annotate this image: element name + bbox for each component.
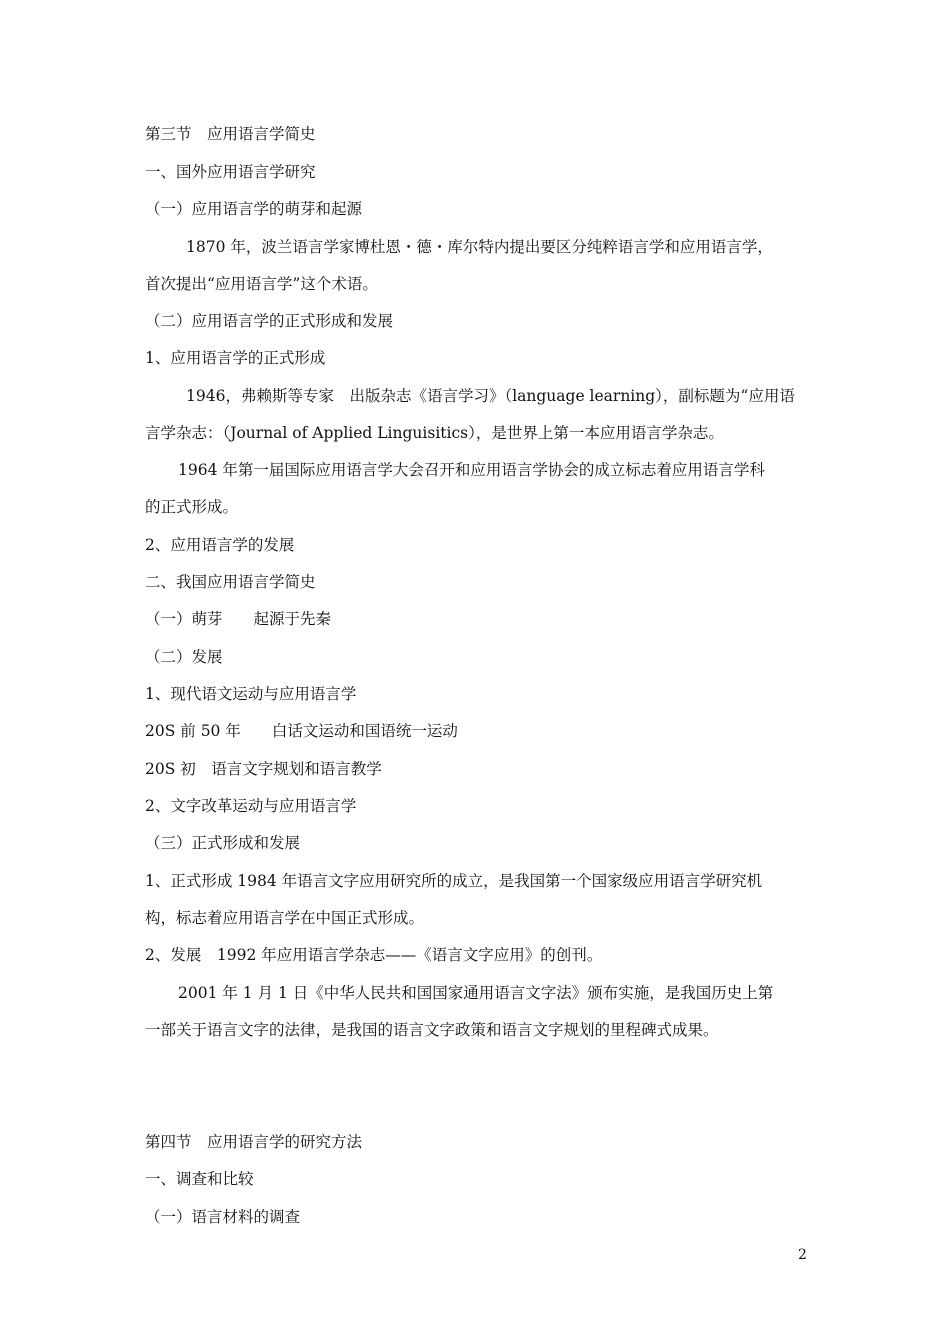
- subheading: （二）应用语言学的正式形成和发展: [145, 312, 394, 330]
- subheading: 2、应用语言学的发展: [145, 536, 295, 554]
- subheading: 1、应用语言学的正式形成: [145, 349, 326, 367]
- subheading: 1、现代语文运动与应用语言学: [145, 685, 357, 703]
- subheading: （二）发展: [145, 648, 223, 666]
- paragraph-line: 构，标志着应用语言学在中国正式形成。: [145, 909, 425, 927]
- subheading: 一、调查和比较: [145, 1170, 254, 1188]
- paragraph-line: 2001 年 1 月 1 日《中华人民共和国国家通用语言文字法》颁布实施，是我国历史上第: [178, 984, 774, 1002]
- paragraph-line: 1、正式形成 1984 年语言文字应用研究所的成立，是我国第一个国家级应用语言学研究机: [145, 872, 763, 890]
- subheading: 二、我国应用语言学简史: [145, 573, 316, 591]
- paragraph-line: 1870 年，波兰语言学家博杜恩・德・库尔特内提出要区分纯粹语言学和应用语言学，: [186, 238, 773, 256]
- section-heading: 第三节 应用语言学简史: [145, 125, 316, 143]
- subheading: 一、国外应用语言学研究: [145, 163, 316, 181]
- paragraph-line: 的正式形成。: [145, 498, 239, 516]
- paragraph-line: 1964 年第一届国际应用语言学大会召开和应用语言学协会的成立标志着应用语言学科: [178, 461, 765, 479]
- paragraph-line: 一部关于语言文字的法律，是我国的语言文字政策和语言文字规划的里程碑式成果。: [145, 1021, 719, 1039]
- page-number: 2: [798, 1247, 807, 1263]
- paragraph-line: 20S 初 语言文字规划和语言教学: [145, 760, 382, 778]
- subheading: 2、文字改革运动与应用语言学: [145, 797, 357, 815]
- paragraph-line: 1946，弗赖斯等专家 出版杂志《语言学习》（language learning），副标题为“应用语: [186, 387, 795, 405]
- paragraph-line: 2、发展 1992 年应用语言学杂志——《语言文字应用》的创刊。: [145, 946, 603, 964]
- paragraph-line: 20S 前 50 年 白话文运动和国语统一运动: [145, 722, 458, 740]
- paragraph-line: 言学杂志：（Journal of Applied Linguisitics），是世界上第一本应用语言学杂志。: [145, 424, 724, 442]
- subheading: （三）正式形成和发展: [145, 834, 301, 852]
- paragraph-line: 首次提出“应用语言学”这个术语。: [145, 275, 378, 293]
- section-heading: 第四节 应用语言学的研究方法: [145, 1133, 363, 1151]
- subheading: （一）萌芽 起源于先秦: [145, 610, 332, 628]
- subheading: （一）语言材料的调查: [145, 1208, 301, 1226]
- subheading: （一）应用语言学的萌芽和起源: [145, 200, 363, 218]
